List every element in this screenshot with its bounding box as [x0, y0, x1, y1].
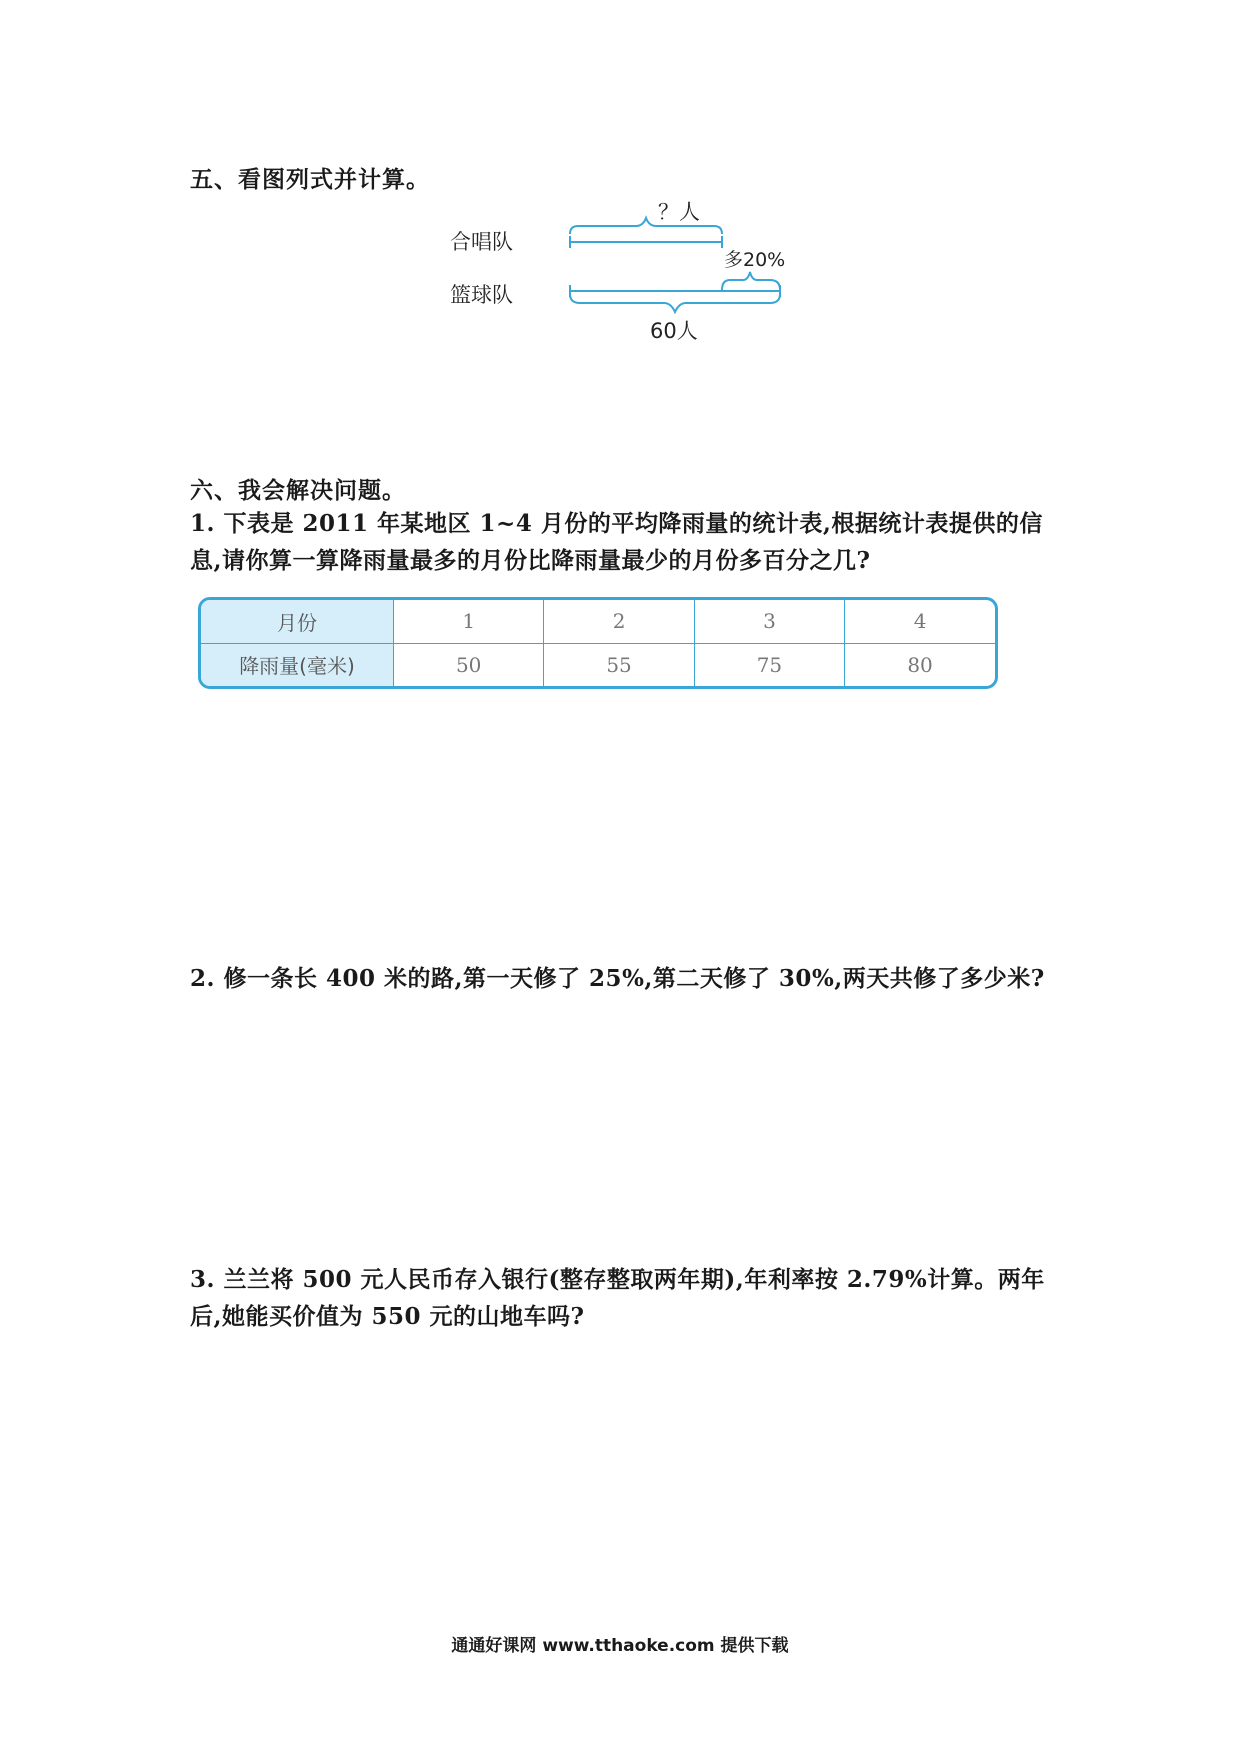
bottom-brace [570, 294, 780, 312]
question-2-line1: 2. 修一条长 400 米的路,第一天修了 25%,第二天修了 30%,两天共修了多少米? [190, 965, 1045, 992]
section5-heading: 五、看图列式并计算。 [190, 166, 430, 193]
table-row-rainfall [201, 643, 995, 686]
top-brace [570, 218, 722, 234]
question-3 [190, 1261, 1070, 1335]
table-header-label: 月份 [201, 600, 394, 643]
table-value-cell: 75 [694, 643, 844, 686]
table-row-months [201, 600, 995, 643]
table-month-cell: 4 [845, 600, 995, 643]
question-1-line1: 1. 下表是 2011 年某地区 1~4 月份的平均降雨量的统计表,根据统计表提供的信 [190, 510, 1043, 537]
diagram-side-label: 多20% [724, 249, 786, 271]
rainfall-table [198, 597, 998, 689]
table-value-cell: 55 [544, 643, 694, 686]
section6-heading: 六、我会解决问题。 [190, 477, 406, 504]
extra-brace [722, 272, 780, 290]
diagram-top-label: ？人 [658, 200, 700, 224]
table-value-cell: 80 [845, 643, 995, 686]
diagram-lines [450, 190, 810, 350]
diagram-bottom-label: 60人 [650, 319, 698, 343]
question-1 [190, 505, 1070, 579]
table-month-cell: 3 [694, 600, 844, 643]
question-3-line1: 3. 兰兰将 500 元人民币存入银行(整存整取两年期),年利率按 2.79%计算。两年 [190, 1266, 1045, 1293]
question-1-line2: 息,请你算一算降雨量最多的月份比降雨量最少的月份多百分之几? [190, 547, 871, 574]
segment-diagram [450, 190, 810, 350]
table-month-cell: 1 [394, 600, 544, 643]
question-2 [190, 960, 1070, 997]
diagram-row2-label: 篮球队 [450, 283, 513, 307]
table-value-cell: 50 [394, 643, 544, 686]
diagram-row1-label: 合唱队 [450, 230, 513, 254]
footer-text: 通通好课网 www.tthaoke.com 提供下载 [451, 1636, 789, 1656]
table-month-cell: 2 [544, 600, 694, 643]
table-row-label: 降雨量(毫米) [201, 643, 394, 686]
question-3-line2: 后,她能买价值为 550 元的山地车吗? [190, 1303, 585, 1330]
